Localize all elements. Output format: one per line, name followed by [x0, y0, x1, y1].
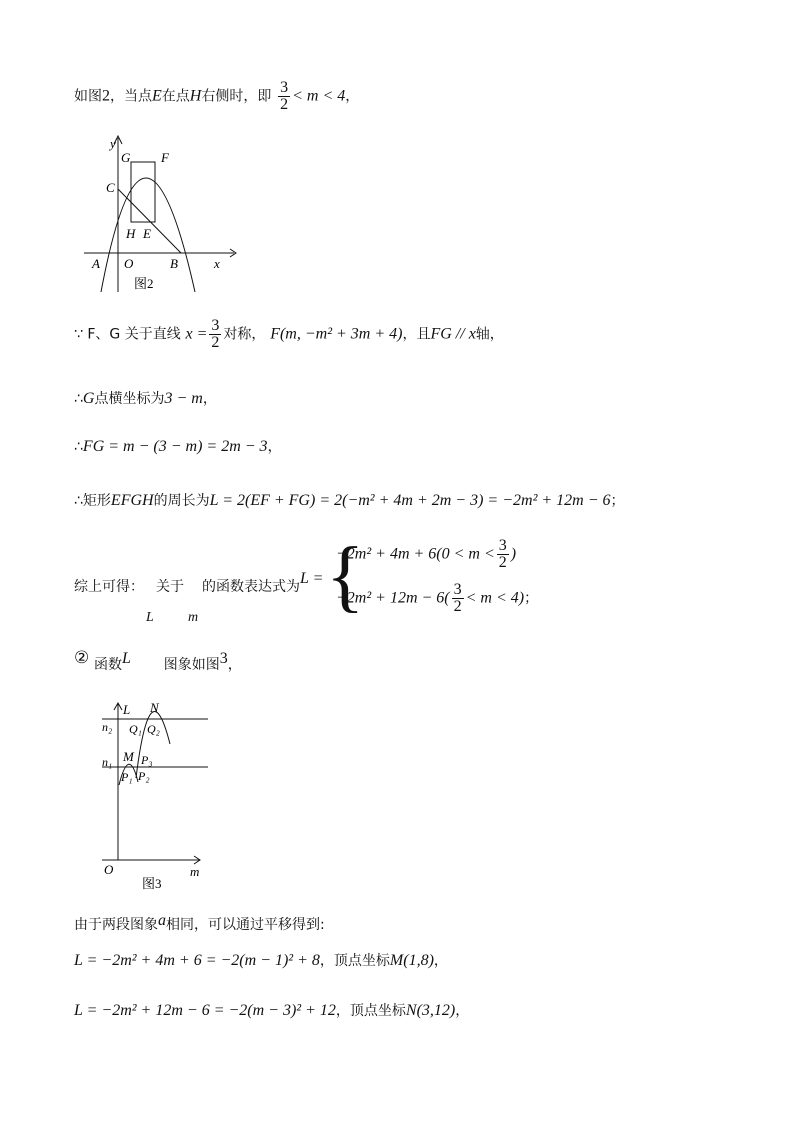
- math: < m < 4): [465, 589, 525, 607]
- line-9: [74, 950, 448, 970]
- label-O: O: [124, 256, 134, 271]
- math: E: [152, 87, 162, 105]
- math: a: [158, 912, 166, 929]
- math: FG // x: [430, 325, 476, 343]
- math: G: [82, 390, 95, 407]
- text: 的函数表达式为: [202, 579, 300, 595]
- case-1: [336, 538, 516, 571]
- label-B: B: [170, 256, 178, 271]
- math: EFGH: [110, 492, 154, 509]
- math: N(3,12): [405, 1002, 456, 1019]
- line-7: [74, 648, 242, 674]
- line-4: [74, 436, 282, 456]
- text: ；: [524, 590, 539, 607]
- label-N: N: [150, 700, 159, 715]
- label-F: F: [161, 150, 169, 165]
- label-H: H: [126, 226, 136, 241]
- math: x =: [185, 325, 208, 343]
- math: H: [189, 87, 202, 105]
- text: 轴，: [475, 326, 504, 343]
- label-n1: n₁: [102, 755, 113, 769]
- text: 如图: [74, 88, 102, 105]
- math: 3 − m: [164, 390, 203, 407]
- label-A: A: [92, 256, 100, 271]
- text: ，且: [402, 326, 431, 343]
- text: ∴: [74, 391, 83, 407]
- math: F(m, −m² + 3m + 4): [270, 325, 403, 343]
- label-Q2: Q₂: [147, 722, 160, 736]
- brace: {: [326, 532, 365, 620]
- case-2: [336, 582, 538, 615]
- text: 相同，可以通过平移得到:: [166, 917, 325, 933]
- line-10: [74, 1000, 469, 1020]
- text: ，: [227, 657, 242, 673]
- figure-3: [98, 700, 228, 890]
- text: 对称，: [223, 326, 266, 343]
- text: 关于: [156, 579, 184, 595]
- text: ，: [433, 953, 448, 969]
- text: 由于两段图象: [74, 917, 158, 933]
- figure-2: [84, 132, 244, 297]
- math: FG = m − (3 − m) = 2m − 3: [82, 438, 268, 455]
- label-C: C: [106, 180, 115, 195]
- math: ): [510, 545, 517, 563]
- math: L = 2(EF + FG) = 2(−m² + 4m + 2m − 3) = −2m² + 12m − 6: [209, 492, 611, 509]
- line-8: [74, 912, 325, 934]
- label-P2: P₂: [138, 769, 150, 783]
- line-1: [74, 80, 359, 113]
- math: L =: [300, 570, 324, 587]
- fraction: $\frac{3}{2}$: [498, 537, 507, 571]
- text: 的周长为: [153, 493, 210, 509]
- label-P3: P₃: [141, 753, 153, 767]
- text: ；: [610, 493, 625, 509]
- text: ，当点: [110, 88, 152, 105]
- label-O: O: [104, 862, 114, 877]
- circled-number: ②: [74, 648, 90, 667]
- math: (0 < m <: [436, 545, 495, 563]
- text: 图象如图: [163, 657, 220, 673]
- text: 综上可得：: [74, 579, 144, 595]
- math: L: [122, 650, 131, 667]
- fraction: $\frac{3}{2}$: [280, 79, 289, 113]
- text: 函数: [94, 657, 123, 673]
- math: < m < 4: [292, 87, 346, 105]
- text: ∵ F、G 关于直线: [74, 326, 181, 343]
- label-M: M: [123, 749, 134, 764]
- fraction: $\frac{3}{2}$: [453, 581, 462, 615]
- label-P1: P₁: [121, 770, 133, 784]
- text: ，: [267, 439, 282, 455]
- label-L: L: [123, 702, 131, 717]
- text: ，顶点坐标: [319, 953, 390, 969]
- label-m: m: [190, 864, 200, 879]
- figure-caption: 图3: [142, 876, 162, 890]
- label-G: G: [121, 150, 131, 165]
- math: L = −2m² + 12m − 6 = −2(m − 3)² + 12: [74, 1002, 336, 1019]
- math: 3: [219, 650, 228, 667]
- figure-caption: 图2: [134, 276, 154, 291]
- fraction: $\frac{3}{2}$: [211, 317, 220, 351]
- math: M(1,8): [389, 952, 434, 969]
- math: 2: [102, 87, 110, 105]
- text: ∴矩形: [74, 493, 111, 509]
- text: ，: [455, 1003, 470, 1019]
- text: 右侧时，即: [201, 88, 272, 105]
- text: ，: [345, 88, 360, 105]
- text: ∴: [74, 439, 83, 455]
- text: ，: [202, 391, 217, 407]
- line-3: [74, 388, 217, 408]
- text: 点横坐标为: [94, 391, 165, 407]
- label-Q1: Q₁: [129, 722, 142, 736]
- line-5: [74, 490, 625, 510]
- label-n2: n₂: [102, 720, 113, 734]
- math: −2m² + 12m − 6: [336, 589, 445, 607]
- math: (: [444, 589, 450, 607]
- text: ，顶点坐标: [335, 1003, 406, 1019]
- math: m: [188, 610, 199, 625]
- math: L = −2m² + 4m + 6 = −2(m − 1)² + 8: [74, 952, 320, 969]
- label-x: x: [214, 256, 220, 271]
- label-y: y: [110, 136, 116, 151]
- math: L: [146, 610, 154, 625]
- math: −2m² + 4m + 6: [336, 545, 437, 563]
- text: 在点: [161, 88, 190, 105]
- line-2: [74, 318, 504, 351]
- label-E: E: [143, 226, 151, 241]
